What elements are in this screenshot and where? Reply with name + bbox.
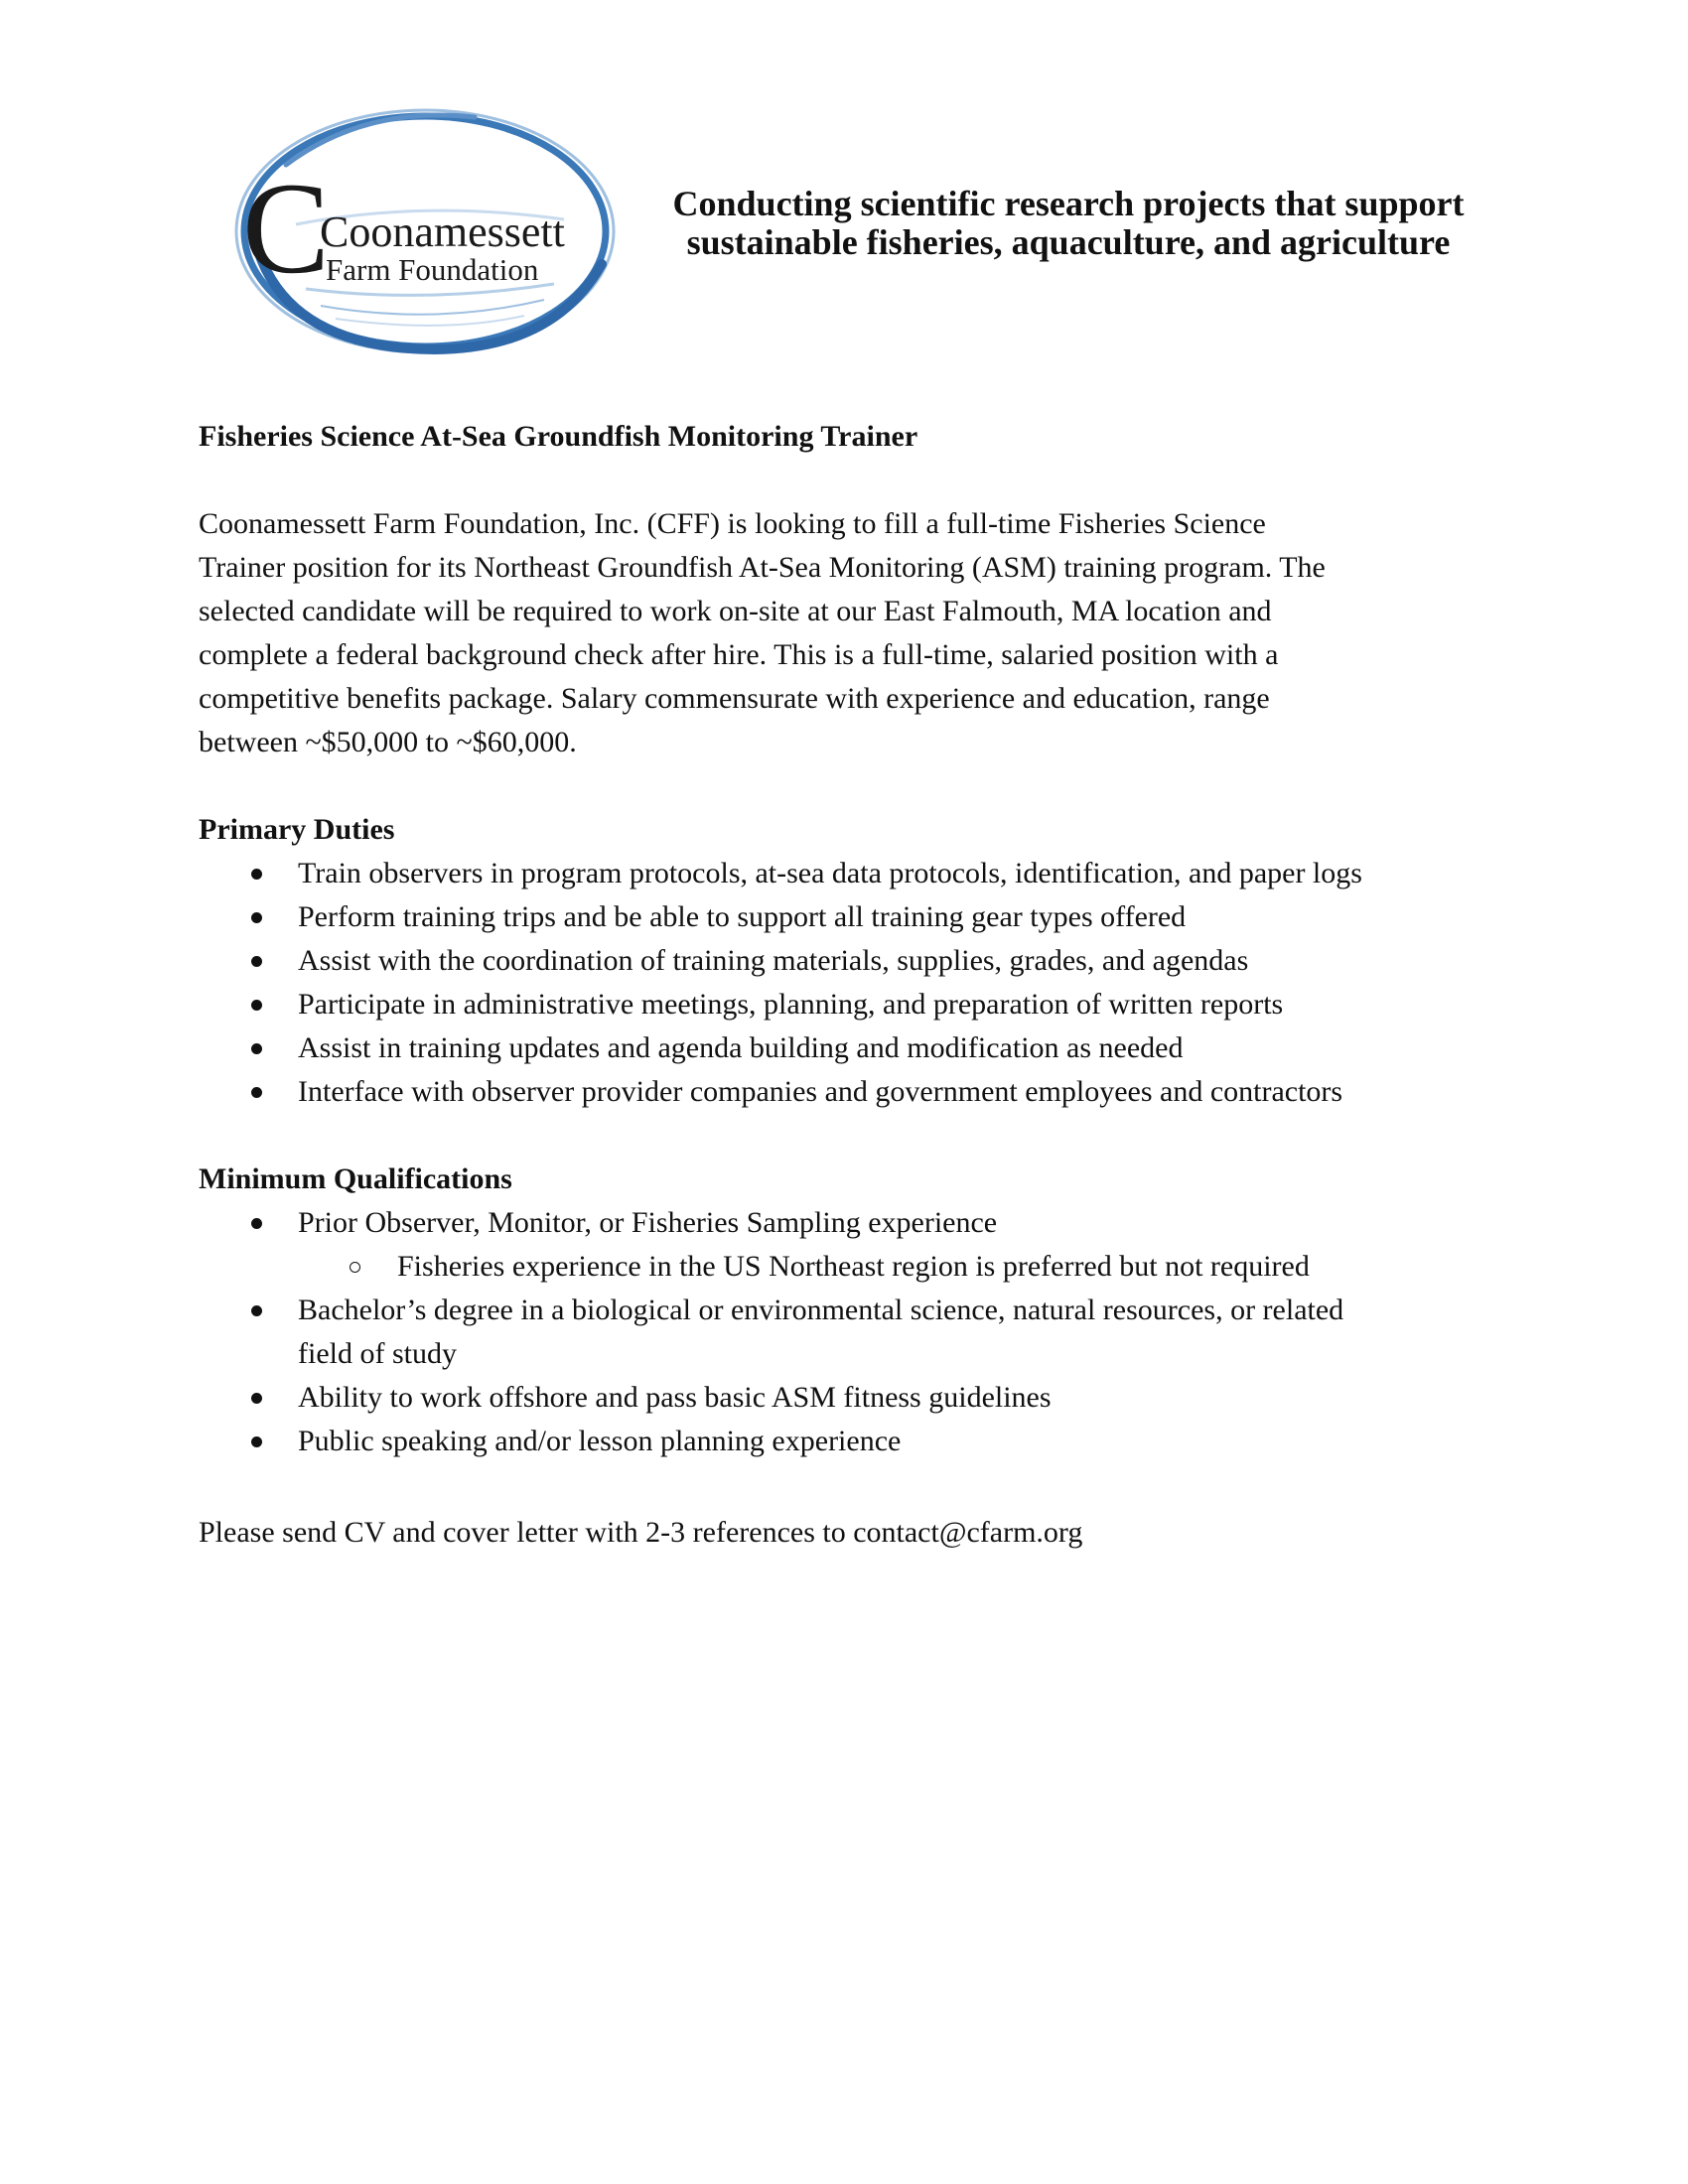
list-item — [199, 1376, 1509, 1420]
logo-name-line2: Farm Foundation — [326, 252, 539, 287]
tagline-line-2: sustainable fisheries, aquaculture, and agriculture — [686, 222, 1451, 262]
intro-line: competitive benefits package. Salary commensurate with experience and education, range — [199, 682, 1270, 715]
section-heading: Primary Duties — [199, 813, 395, 846]
list-item — [199, 895, 1509, 939]
bullet-icon — [251, 1043, 262, 1054]
duties-list — [199, 852, 1509, 1114]
sub-list-item — [298, 1245, 1509, 1289]
qualification-text-continued: field of study — [298, 1337, 457, 1370]
duty-text: Perform training trips and be able to support all training gear types offered — [298, 900, 1187, 933]
svg-text:C: C — [242, 155, 331, 301]
duty-text: Assist in training updates and agenda building and modification as needed — [298, 1031, 1184, 1064]
list-item — [199, 939, 1509, 983]
sub-list — [298, 1245, 1509, 1289]
qualification-text: Ability to work offshore and pass basic ASM fitness guidelines — [298, 1381, 1052, 1414]
job-title: Fisheries Science At-Sea Groundfish Monitoring Trainer — [199, 420, 918, 453]
closing-instructions: Please send CV and cover letter with 2-3 references to contact@cfarm.org — [199, 1516, 1083, 1549]
qualification-text: Public speaking and/or lesson planning experience — [298, 1425, 902, 1457]
intro-line: Trainer position for its Northeast Groundfish At-Sea Monitoring (ASM) training program. The — [199, 551, 1326, 584]
list-item — [199, 1289, 1509, 1376]
section-heading: Minimum Qualifications — [199, 1162, 512, 1195]
tagline-line-1: Conducting scientific research projects that support — [672, 184, 1465, 223]
bullet-icon — [251, 1436, 262, 1447]
list-item — [199, 983, 1509, 1026]
intro-line: Coonamessett Farm Foundation, Inc. (CFF) is looking to fill a full-time Fisheries Science — [199, 507, 1266, 540]
intro-line: selected candidate will be required to work on-site at our East Falmouth, MA location and — [199, 595, 1272, 627]
bullet-icon — [251, 912, 262, 923]
qualification-subtext: Fisheries experience in the US Northeast region is preferred but not required — [397, 1250, 1310, 1283]
duty-text: Participate in administrative meetings, planning, and preparation of written reports — [298, 988, 1284, 1021]
bullet-icon — [251, 1087, 262, 1098]
header-tagline — [632, 185, 1505, 262]
duty-text: Interface with observer provider companies and government employees and contractors — [298, 1075, 1343, 1108]
bullet-icon — [251, 1393, 262, 1404]
qualifications-list — [199, 1201, 1509, 1463]
list-item — [199, 1201, 1509, 1289]
list-item — [199, 1026, 1509, 1070]
bullet-icon — [251, 956, 262, 967]
intro-line: between ~$50,000 to ~$60,000. — [199, 726, 577, 758]
list-item — [199, 1420, 1509, 1463]
coonamessett-logo — [226, 95, 624, 373]
qualification-text: Prior Observer, Monitor, or Fisheries Sampling experience — [298, 1206, 998, 1239]
intro-line: complete a federal background check after hire. This is a full-time, salaried position with a — [199, 638, 1279, 671]
qualification-text: Bachelor’s degree in a biological or environmental science, natural resources, or related — [298, 1294, 1344, 1326]
job-intro-paragraph — [199, 502, 1489, 764]
minimum-qualifications-section — [199, 1158, 1509, 1463]
duty-text: Train observers in program protocols, at-sea data protocols, identification, and paper logs — [298, 857, 1362, 889]
bullet-icon — [251, 1000, 262, 1011]
logo-name-line1: Coonamessett — [320, 207, 565, 256]
hollow-bullet-icon — [350, 1262, 360, 1273]
bullet-icon — [251, 1305, 262, 1316]
primary-duties-section — [199, 808, 1509, 1114]
bullet-icon — [251, 1218, 262, 1229]
duty-text: Assist with the coordination of training materials, supplies, grades, and agendas — [298, 944, 1249, 977]
list-item — [199, 852, 1509, 895]
list-item — [199, 1070, 1509, 1114]
bullet-icon — [251, 869, 262, 880]
